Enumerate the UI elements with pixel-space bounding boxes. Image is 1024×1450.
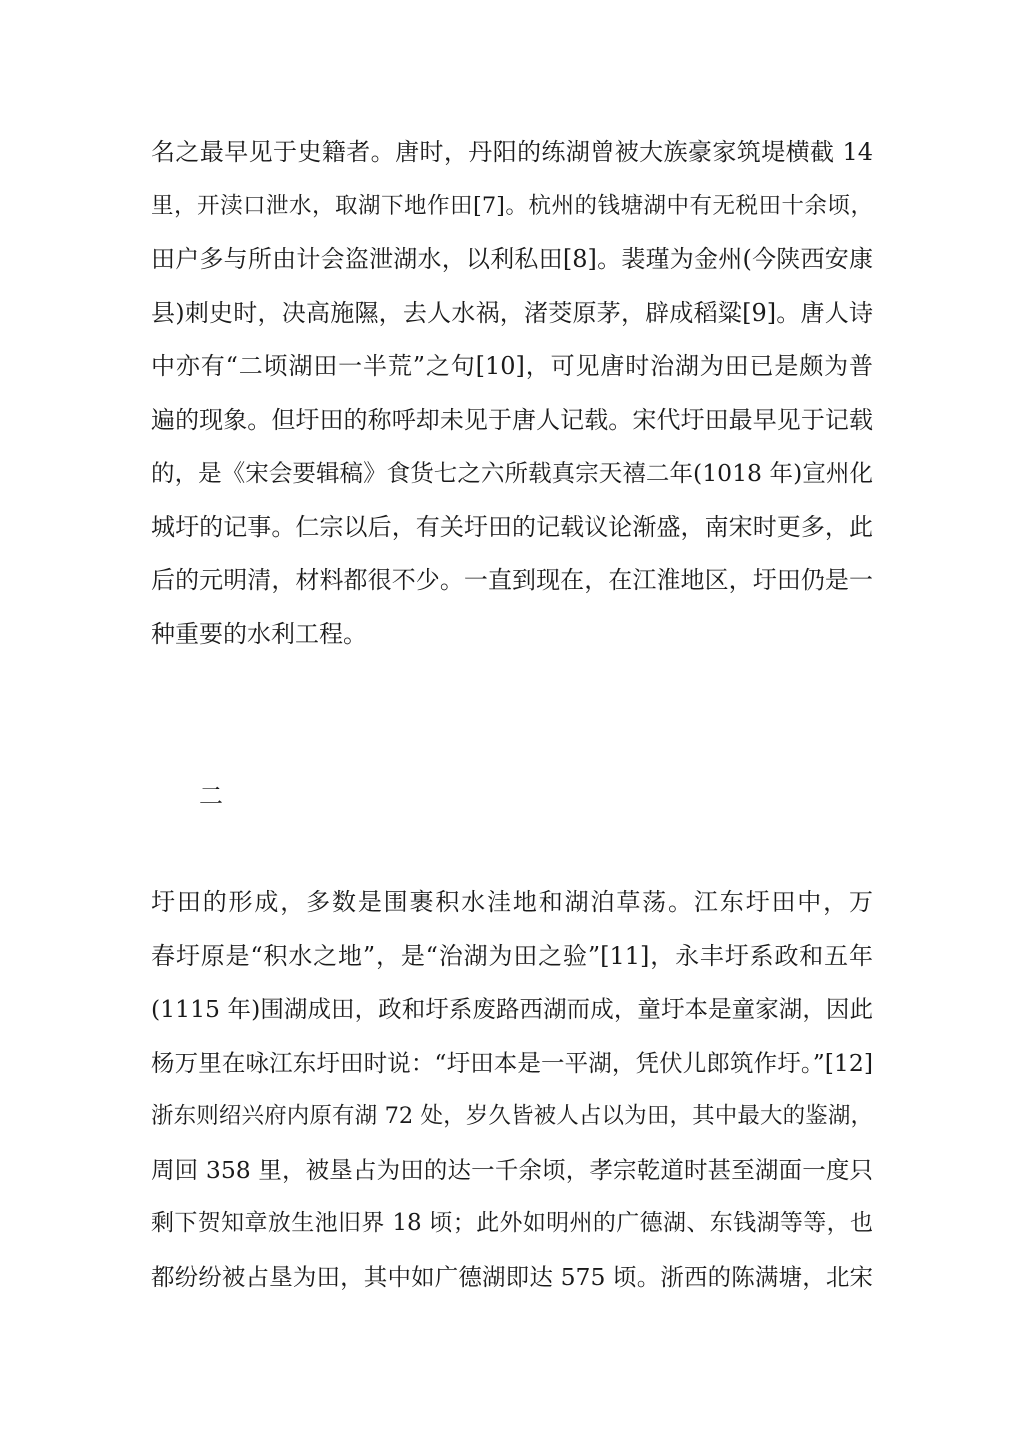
paragraph-1-line-4: 县)刺史时，决高施隰，去人水祸，渚茭原茅，辟成稻粱[9]。唐人诗 [151, 299, 873, 327]
paragraph-1-line-8: 城圩的记事。仁宗以后，有关圩田的记载议论渐盛，南宋时更多，此 [151, 513, 873, 541]
paragraph-1-line-9: 后的元明清，材料都很不少。一直到现在，在江淮地区，圩田仍是一 [151, 566, 873, 594]
paragraph-1-line-6: 遍的现象。但圩田的称呼却未见于唐人记载。宋代圩田最早见于记载 [151, 406, 873, 434]
paragraph-2-line-5: 浙东则绍兴府内原有湖 72 处，岁久皆被人占以为田，其中最大的鉴湖， [151, 1103, 873, 1129]
paragraph-1-line-1: 名之最早见于史籍者。唐时，丹阳的练湖曾被大族豪家筑堤横截 14 [151, 138, 873, 166]
paragraph-2-line-2: 春圩原是“积水之地”，是“治湖为田之验”[11]，永丰圩系政和五年 [151, 942, 873, 970]
paragraph-2-line-8: 都纷纷被占垦为田，其中如广德湖即达 575 顷。浙西的陈满塘，北宋 [151, 1263, 873, 1291]
paragraph-2-line-6: 周回 358 里，被垦占为田的达一千余顷，孝宗乾道时甚至湖面一度只 [151, 1156, 873, 1184]
paragraph-1-line-5: 中亦有“二顷湖田一半荒”之句[10]，可见唐时治湖为田已是颇为普 [151, 352, 873, 380]
paragraph-2-line-1: 圩田的形成，多数是围裹积水洼地和湖泊草荡。江东圩田中，万 [151, 888, 873, 916]
paragraph-1-line-7: 的，是《宋会要辑稿》食货七之六所载真宗天禧二年(1018 年)宣州化 [151, 459, 873, 487]
paragraph-2-line-3: (1115 年)围湖成田，政和圩系废路西湖而成，童圩本是童家湖，因此 [151, 995, 873, 1023]
paragraph-2-line-4: 杨万里在咏江东圩田时说：“圩田本是一平湖，凭伏儿郎筑作圩。”[12] [151, 1049, 873, 1077]
paragraph-2-line-7: 剩下贺知章放生池旧界 18 顷；此外如明州的广德湖、东钱湖等等，也 [151, 1210, 873, 1236]
paragraph-1-line-10: 种重要的水利工程。 [151, 620, 367, 648]
section-heading: 二 [199, 782, 223, 810]
paragraph-1-line-2: 里，开渎口泄水，取湖下地作田[7]。杭州的钱塘湖中有无税田十余顷， [151, 193, 873, 219]
paragraph-1-line-3: 田户多与所由计会盗泄湖水，以利私田[8]。裴瑾为金州(今陕西安康 [151, 245, 873, 273]
